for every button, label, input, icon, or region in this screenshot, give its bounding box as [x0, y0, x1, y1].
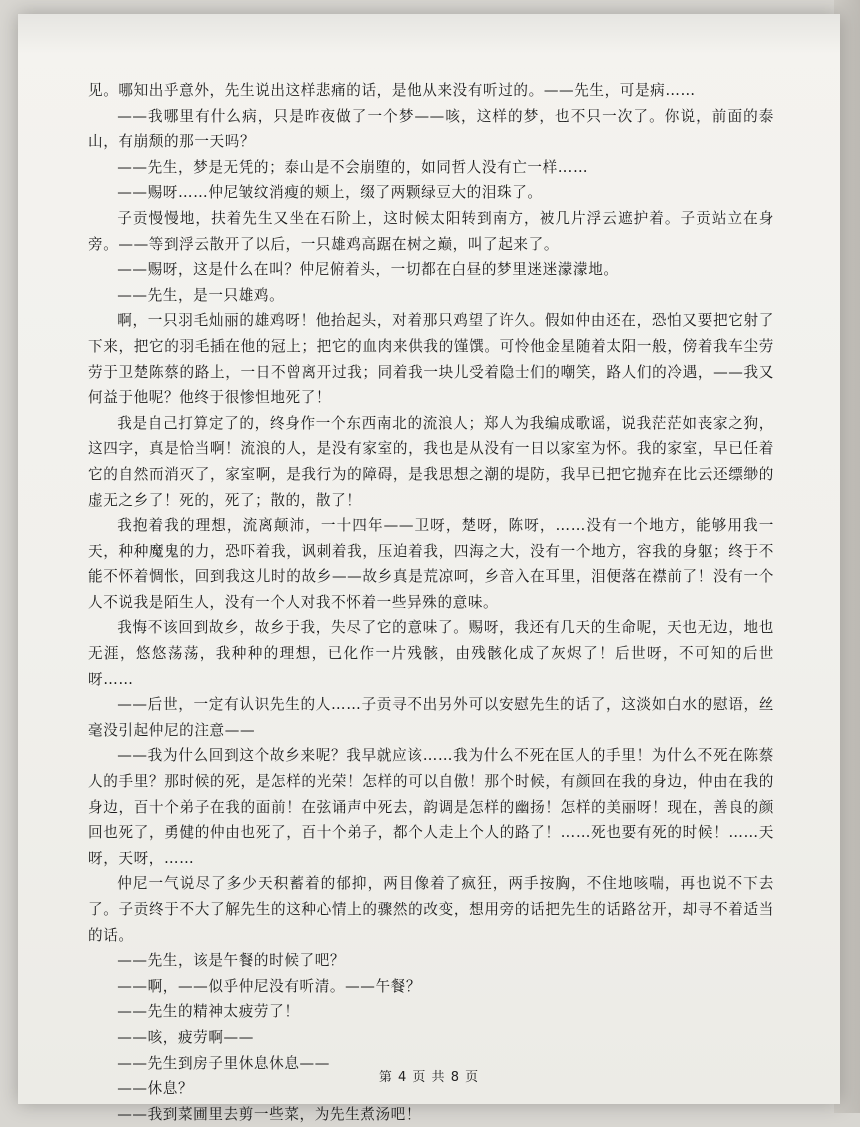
paragraph-7: ——先生，是一只雄鸡。: [117, 286, 285, 304]
paragraph-21: ——我到菜圃里去剪一些菜，为先生煮汤吧！: [117, 1105, 422, 1123]
page-shadow: [18, 14, 840, 54]
paragraph-17: ——先生的精神太疲劳了！: [117, 1003, 300, 1021]
paragraph-12: ——后世，一定有认识先生的人……子贡寻不出另外可以安慰先生的话了，这淡如白水的慰语，丝毫没引起仲尼的注意——: [88, 696, 774, 739]
paragraph-10: 我抱着我的理想，流离颠沛，一十四年——卫呀，楚呀，陈呀，……没有一个地方，能够用我一天，种种魔鬼的力，恐吓着我，讽刺着我，压迫着我，四海之大，没有一个地方，容我的身躯；终于不能不怀着惆怅，回到我这儿时的故乡——故乡真是荒凉呵，乡音入在耳里，泪便落在襟前了！没有一个人不说我是陌生人，没有一个人对我不怀着一些异殊的意味。: [88, 517, 774, 611]
paragraph-5: 子贡慢慢地，扶着先生又坐在石阶上，这时候太阳转到南方，被几片浮云遮护着。子贡站立在身旁。——等到浮云散开了以后，一只雄鸡高踞在树之巅，叫了起来了。: [88, 209, 774, 253]
paragraph-15: ——先生，该是午餐的时候了吧？: [117, 952, 346, 970]
paragraph-14: 仲尼一气说尽了多少天积蓄着的郁抑，两目像着了疯狂，两手按胸，不住地咳喘，再也说不下去了。子贡终于不大了解先生的这种心情上的骤然的改变，想用旁的话把先生的话路岔开，却寻不着适当的话。: [88, 875, 774, 944]
paragraph-20: ——休息？: [117, 1080, 194, 1098]
paragraph-18: ——咳，疲劳啊——: [117, 1028, 254, 1046]
paragraph-8: 啊，一只羽毛灿丽的雄鸡呀！他抬起头，对着那只鸡望了许久。假如仲由还在，恐怕又要把它射了下来，把它的羽毛插在他的冠上；把它的血肉来供我的馑馔。可怜他金星随着太阳一般，傍着我车尘劳劳于卫楚陈蔡的路上，一日不曾离开过我；同着我一块儿受着隐士们的嘲笑，路人们的冷遇，——我又何益于他呢？他终于很惨怛地死了！: [88, 312, 774, 407]
paragraph-2: ——我哪里有什么病，只是昨夜做了一个梦——咳，这样的梦，也不只一次了。你说，前面的泰山，有崩颓的那一天吗？: [88, 107, 774, 151]
paragraph-1: 见。哪知出乎意外，先生说出这样悲痛的话，是他从来没有听过的。——先生，可是病……: [88, 82, 696, 99]
paragraph-9: 我是自己打算定了的，终身作一个东西南北的流浪人；郑人为我编成歌谣，说我茫茫如丧家之狗，这四字，真是恰当啊！流浪的人，是没有家室的，我也是从没有一日以家室为怀。我的家室，早已任着它的自然而消灭了，家室啊，是我行为的障碍，是我思想之潮的堤防，我早已把它抛弃在比云还缥缈的虚无之乡了！死的，死了；散的，散了！: [88, 414, 774, 509]
paragraph-19: ——先生到房子里休息休息——: [117, 1054, 330, 1072]
paragraph-6: ——赐呀，这是什么在叫？仲尼俯着头，一切都在白昼的梦里迷迷濛濛地。: [117, 261, 619, 279]
paragraph-13: ——我为什么回到这个故乡来呢？我早就应该……我为什么不死在匡人的手里！为什么不死在陈蔡人的手里？那时候的死，是怎样的光荣！怎样的可以自傲！那个时候，有颜回在我的身边，仲由在我的身边，百十个弟子在我的面前！在弦诵声中死去，韵调是怎样的幽扬！怎样的美丽呀！现在，善良的颜回也死了，勇健的仲由也死了，百十个弟子，都个人走上个人的路了！……死也要有死的时候！……天呀，天呀，……: [88, 747, 774, 867]
document-page: [18, 14, 840, 1123]
paragraph-11: 我悔不该回到故乡，故乡于我，失尽了它的意味了。赐呀，我还有几天的生命呢，天也无边，地也无涯，悠悠荡荡，我种种的理想，已化作一片残骸，由残骸化成了灰烬了！后世呀，不可知的后世呀……: [88, 619, 774, 688]
document-body: [88, 78, 774, 1127]
page-number: 第 4 页 共 8 页: [378, 1070, 480, 1085]
paragraph-16: ——啊，——似乎仲尼没有听清。——午餐？: [117, 977, 422, 995]
paragraph-4: ——赐呀……仲尼皱纹消瘦的颊上，缀了两颗绿豆大的泪珠了。: [117, 184, 543, 202]
paragraph-3: ——先生，梦是无凭的；泰山是不会崩堕的，如同哲人没有亡一样……: [117, 158, 589, 176]
